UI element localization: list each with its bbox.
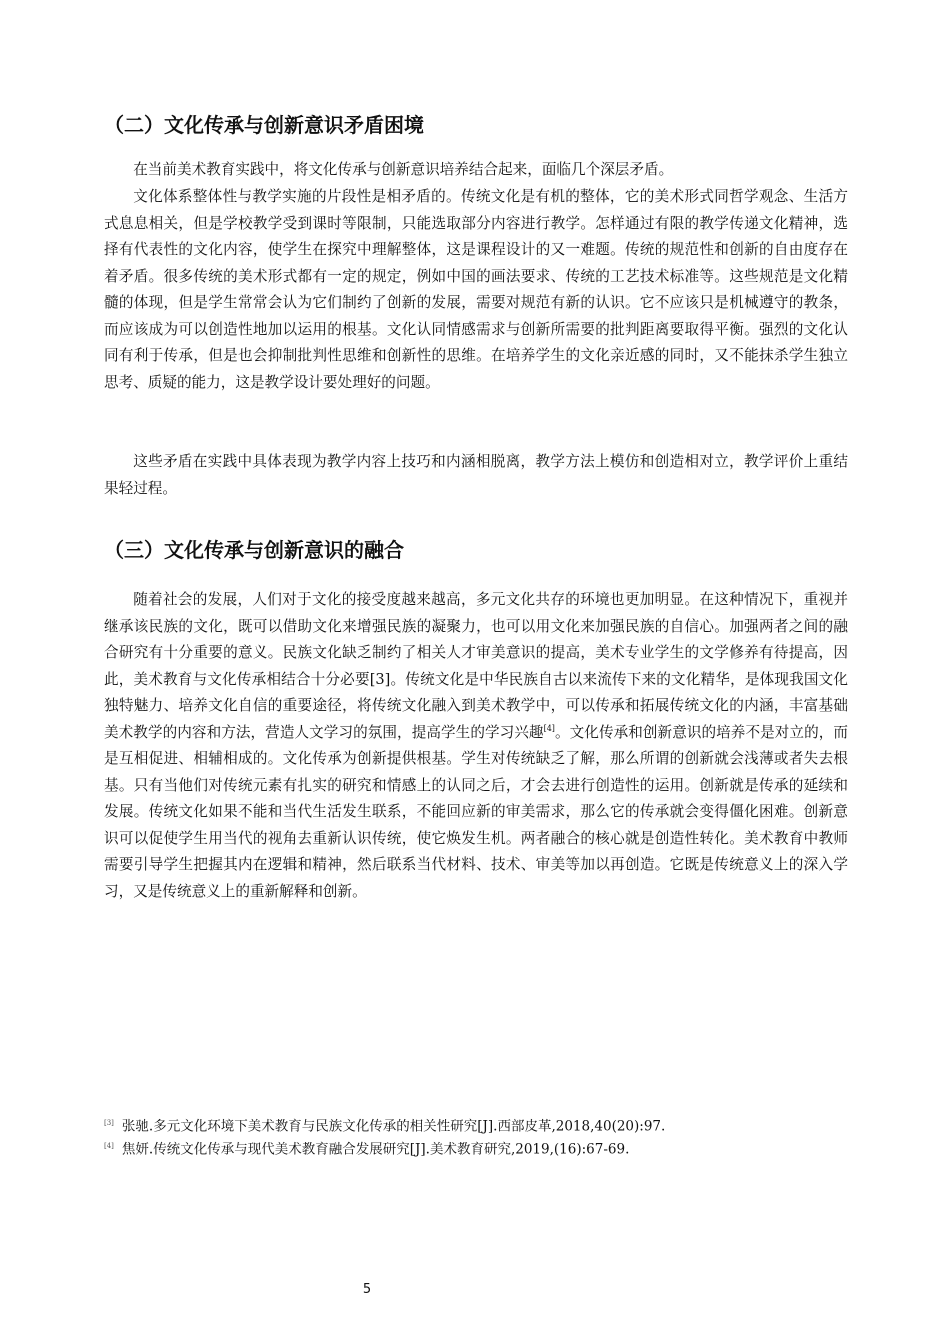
page-number: 5 [362,1282,372,1297]
paragraph [104,587,848,905]
footnote-mark: [4] [104,1141,114,1150]
footnote-reference[interactable]: [4] [543,723,555,733]
footnotes [104,1114,864,1159]
footnote-text: 焦妍.传统文化传承与现代美术教育融合发展研究[J].美术教育研究,2019,(16):67-69. [121,1141,630,1157]
paragraph-text: 。文化传承和创新意识的培养不是对立的，而是互相促进、相辅相成的。文化传承为创新提供根基。学生对传统缺乏了解，那么所谓的创新就会浅薄或者失去根基。只有当他们对传统元素有扎实的研究和情感上的认同之后，才会去进行创造性的运用。创新就是传承的延续和发展。传统文化如果不能和当代生活发生联系，不能回应新的审美需求，那么它的传承就会变得僵化困难。创新意识可以促使学生用当代的视角去重新认识传统，使它焕发生机。两者融合的核心就是创造性转化。美术教育中教师需要引导学生把握其内在逻辑和精神，然后联系当代材料、技术、审美等加以再创造。它既是传统意义上的深入学习，又是传统意义上的重新解释和创新。 [104,723,848,900]
paragraph-text: 随着社会的发展，人们对于文化的接受度越来越高，多元文化共存的环境也更加明显。在这种情况下，重视并继承该民族的文化，既可以借助文化来增强民族的凝聚力，也可以用文化来加强民族的自信心。加强两者之间的融合研究有十分重要的意义。民族文化缺乏制约了相关人才审美意识的提高，美术专业学生的文学修养有待提高，因此，美术教育与文化传承相结合十分必要[3]。传统文化是中华民族自古以来流传下来的文化精华，是体现我国文化独特魅力、培养文化自信的重要途径，将传统文化融入到美术教学中，可以传承和拓展传统文化的内涵，丰富基础美术教学的内容和方法，营造人文学习的氛围，提高学生的学习兴趣 [104,591,848,741]
section-heading-integration: （三）文化传承与创新意识的融合 [104,538,404,562]
footnote [104,1137,864,1160]
section-heading-contradictions: （二）文化传承与创新意识矛盾困境 [104,113,424,137]
footnote-mark: [3] [104,1119,114,1127]
paragraph: 文化体系整体性与教学实施的片段性是相矛盾的。传统文化是有机的整体，它的美术形式同哲学观念、生活方式息息相关，但是学校教学受到课时等限制，只能选取部分内容进行教学。怎样通过有限的教学传递文化精神，选择有代表性的文化内容，使学生在探究中理解整体，这是课程设计的又一难题。传统的规范性和创新的自由度存在着矛盾。很多传统的美术形式都有一定的规定，例如中国的画法要求、传统的工艺技术标准等。这些规范是文化精髓的体现，但是学生常常会认为它们制约了创新的发展，需要对规范有新的认识。它不应该只是机械遵守的教条，而应该成为可以创造性地加以运用的根基。文化认同情感需求与创新所需要的批判距离要取得平衡。强烈的文化认同有利于传承，但是也会抑制批判性思维和创新性的思维。在培养学生的文化亲近感的同时，又不能抹杀学生独立思考、质疑的能力，这是教学设计要处理好的问题。 [104,188,848,391]
paragraph: 在当前美术教育实践中，将文化传承与创新意识培养结合起来，面临几个深层矛盾。 [133,161,674,178]
footnote-text: 张驰.多元文化环境下美术教育与民族文化传承的相关性研究[J].西部皮革,2018,40(20):97. [121,1118,666,1135]
paragraph: 这些矛盾在实践中具体表现为教学内容上技巧和内涵相脱离，教学方法上模仿和创造相对立，教学评价上重结果轻过程。 [104,453,848,497]
footnote [104,1114,864,1137]
